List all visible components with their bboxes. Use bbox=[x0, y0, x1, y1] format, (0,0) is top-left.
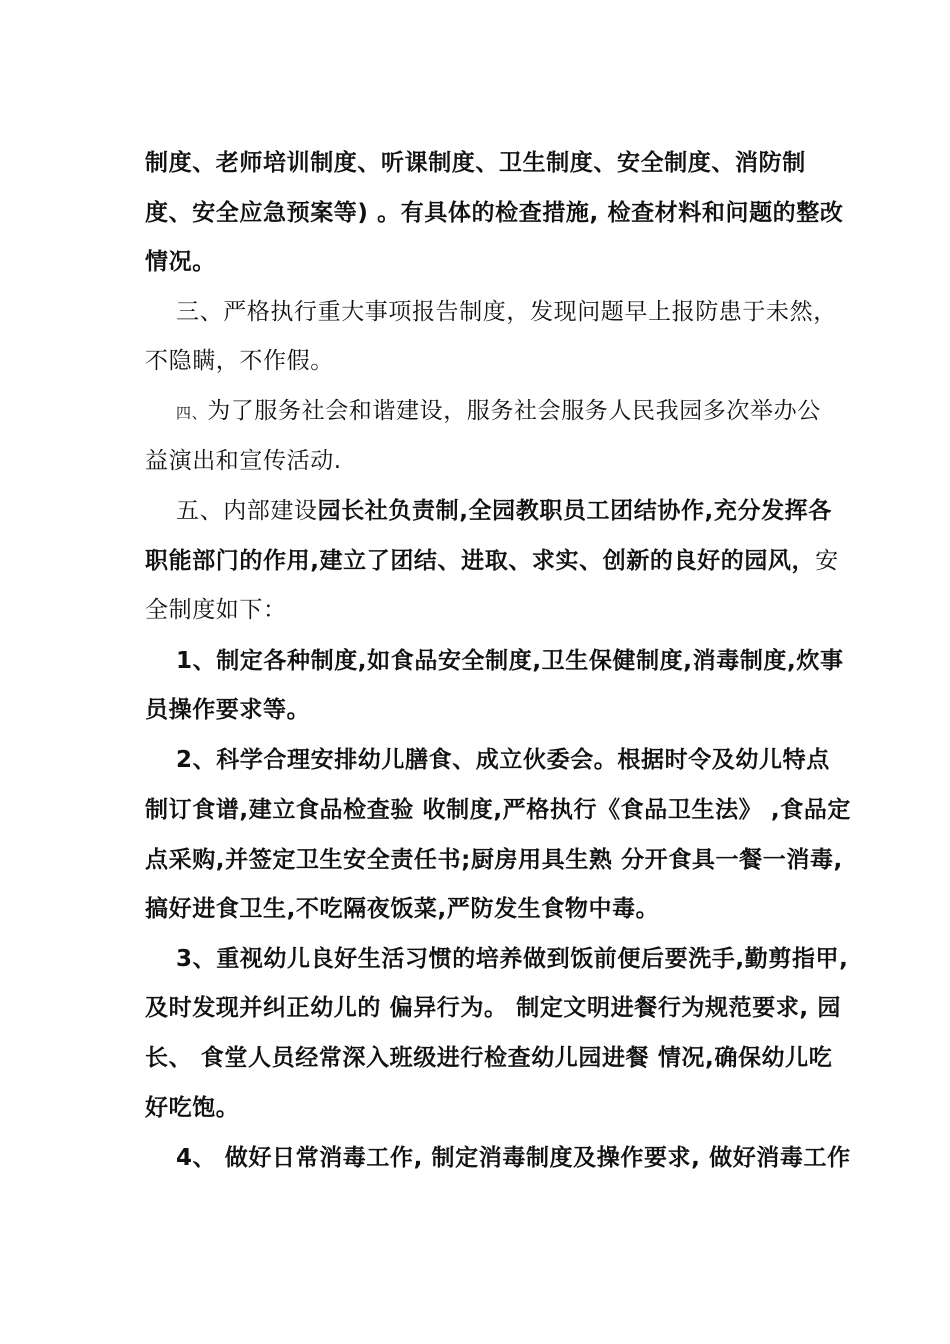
text-line: 度、安全应急预案等) 。有具体的检查措施, 检查材料和问题的整改 bbox=[145, 200, 844, 226]
text-line: 好吃饱。 bbox=[145, 1095, 240, 1121]
mixed-weight-line bbox=[145, 546, 839, 576]
text-span: 为了服务社会和谐建设，服务社会服务人民我园多次举办公 bbox=[207, 398, 821, 424]
text-line: 长、 食堂人员经常深入班级进行检查幼儿园进餐 情况,确保幼儿吃 bbox=[145, 1045, 833, 1071]
text-span: 五、内部建设 bbox=[176, 498, 318, 524]
text-span: 安 bbox=[815, 548, 839, 574]
text-span: 职能部门的作用,建立了团结、进取、求实、创新的良好的园风， bbox=[145, 548, 816, 574]
text-line: 2、科学合理安排幼儿膳食、成立伙委会。根据时令及幼儿特点 bbox=[176, 747, 830, 773]
text-line: 三、严格执行重大事项报告制度，发现问题早上报防患于未然， bbox=[176, 299, 837, 325]
text-line: 全制度如下： bbox=[145, 597, 287, 623]
text-span: 园长社负责制,全园教职员工团结协作,充分发挥各 bbox=[317, 498, 832, 524]
text-line: 点采购,并签定卫生安全责任书;厨房用具生熟 分开食具一餐一消毒, bbox=[145, 847, 843, 873]
mixed-weight-line bbox=[176, 496, 832, 526]
text-line: 4、 做好日常消毒工作, 制定消毒制度及操作要求, 做好消毒工作 bbox=[176, 1145, 851, 1171]
text-line: 搞好进食卫生,不吃隔夜饭菜,严防发生食物中毒。 bbox=[145, 896, 660, 922]
text-line: 制订食谱,建立食品检查验 收制度,严格执行《食品卫生法》 ,食品定 bbox=[145, 797, 852, 823]
numbered-paragraph-line bbox=[176, 396, 821, 428]
text-line: 1、制定各种制度,如食品安全制度,卫生保健制度,消毒制度,炊事 bbox=[176, 648, 844, 674]
text-line: 及时发现并纠正幼儿的 偏异行为。 制定文明进餐行为规范要求, 园 bbox=[145, 995, 841, 1021]
text-line: 员操作要求等。 bbox=[145, 697, 311, 723]
text-line: 不隐瞒，不作假。 bbox=[145, 348, 334, 374]
text-line: 益演出和宣传活动. bbox=[145, 448, 342, 474]
paragraph-number: 四、 bbox=[176, 404, 208, 422]
text-line: 情况。 bbox=[145, 249, 216, 275]
text-line: 制度、老师培训制度、听课制度、卫生制度、安全制度、消防制 bbox=[145, 150, 806, 176]
text-line: 3、重视幼儿良好生活习惯的培养做到饭前便后要洗手,勤剪指甲, bbox=[176, 946, 849, 972]
